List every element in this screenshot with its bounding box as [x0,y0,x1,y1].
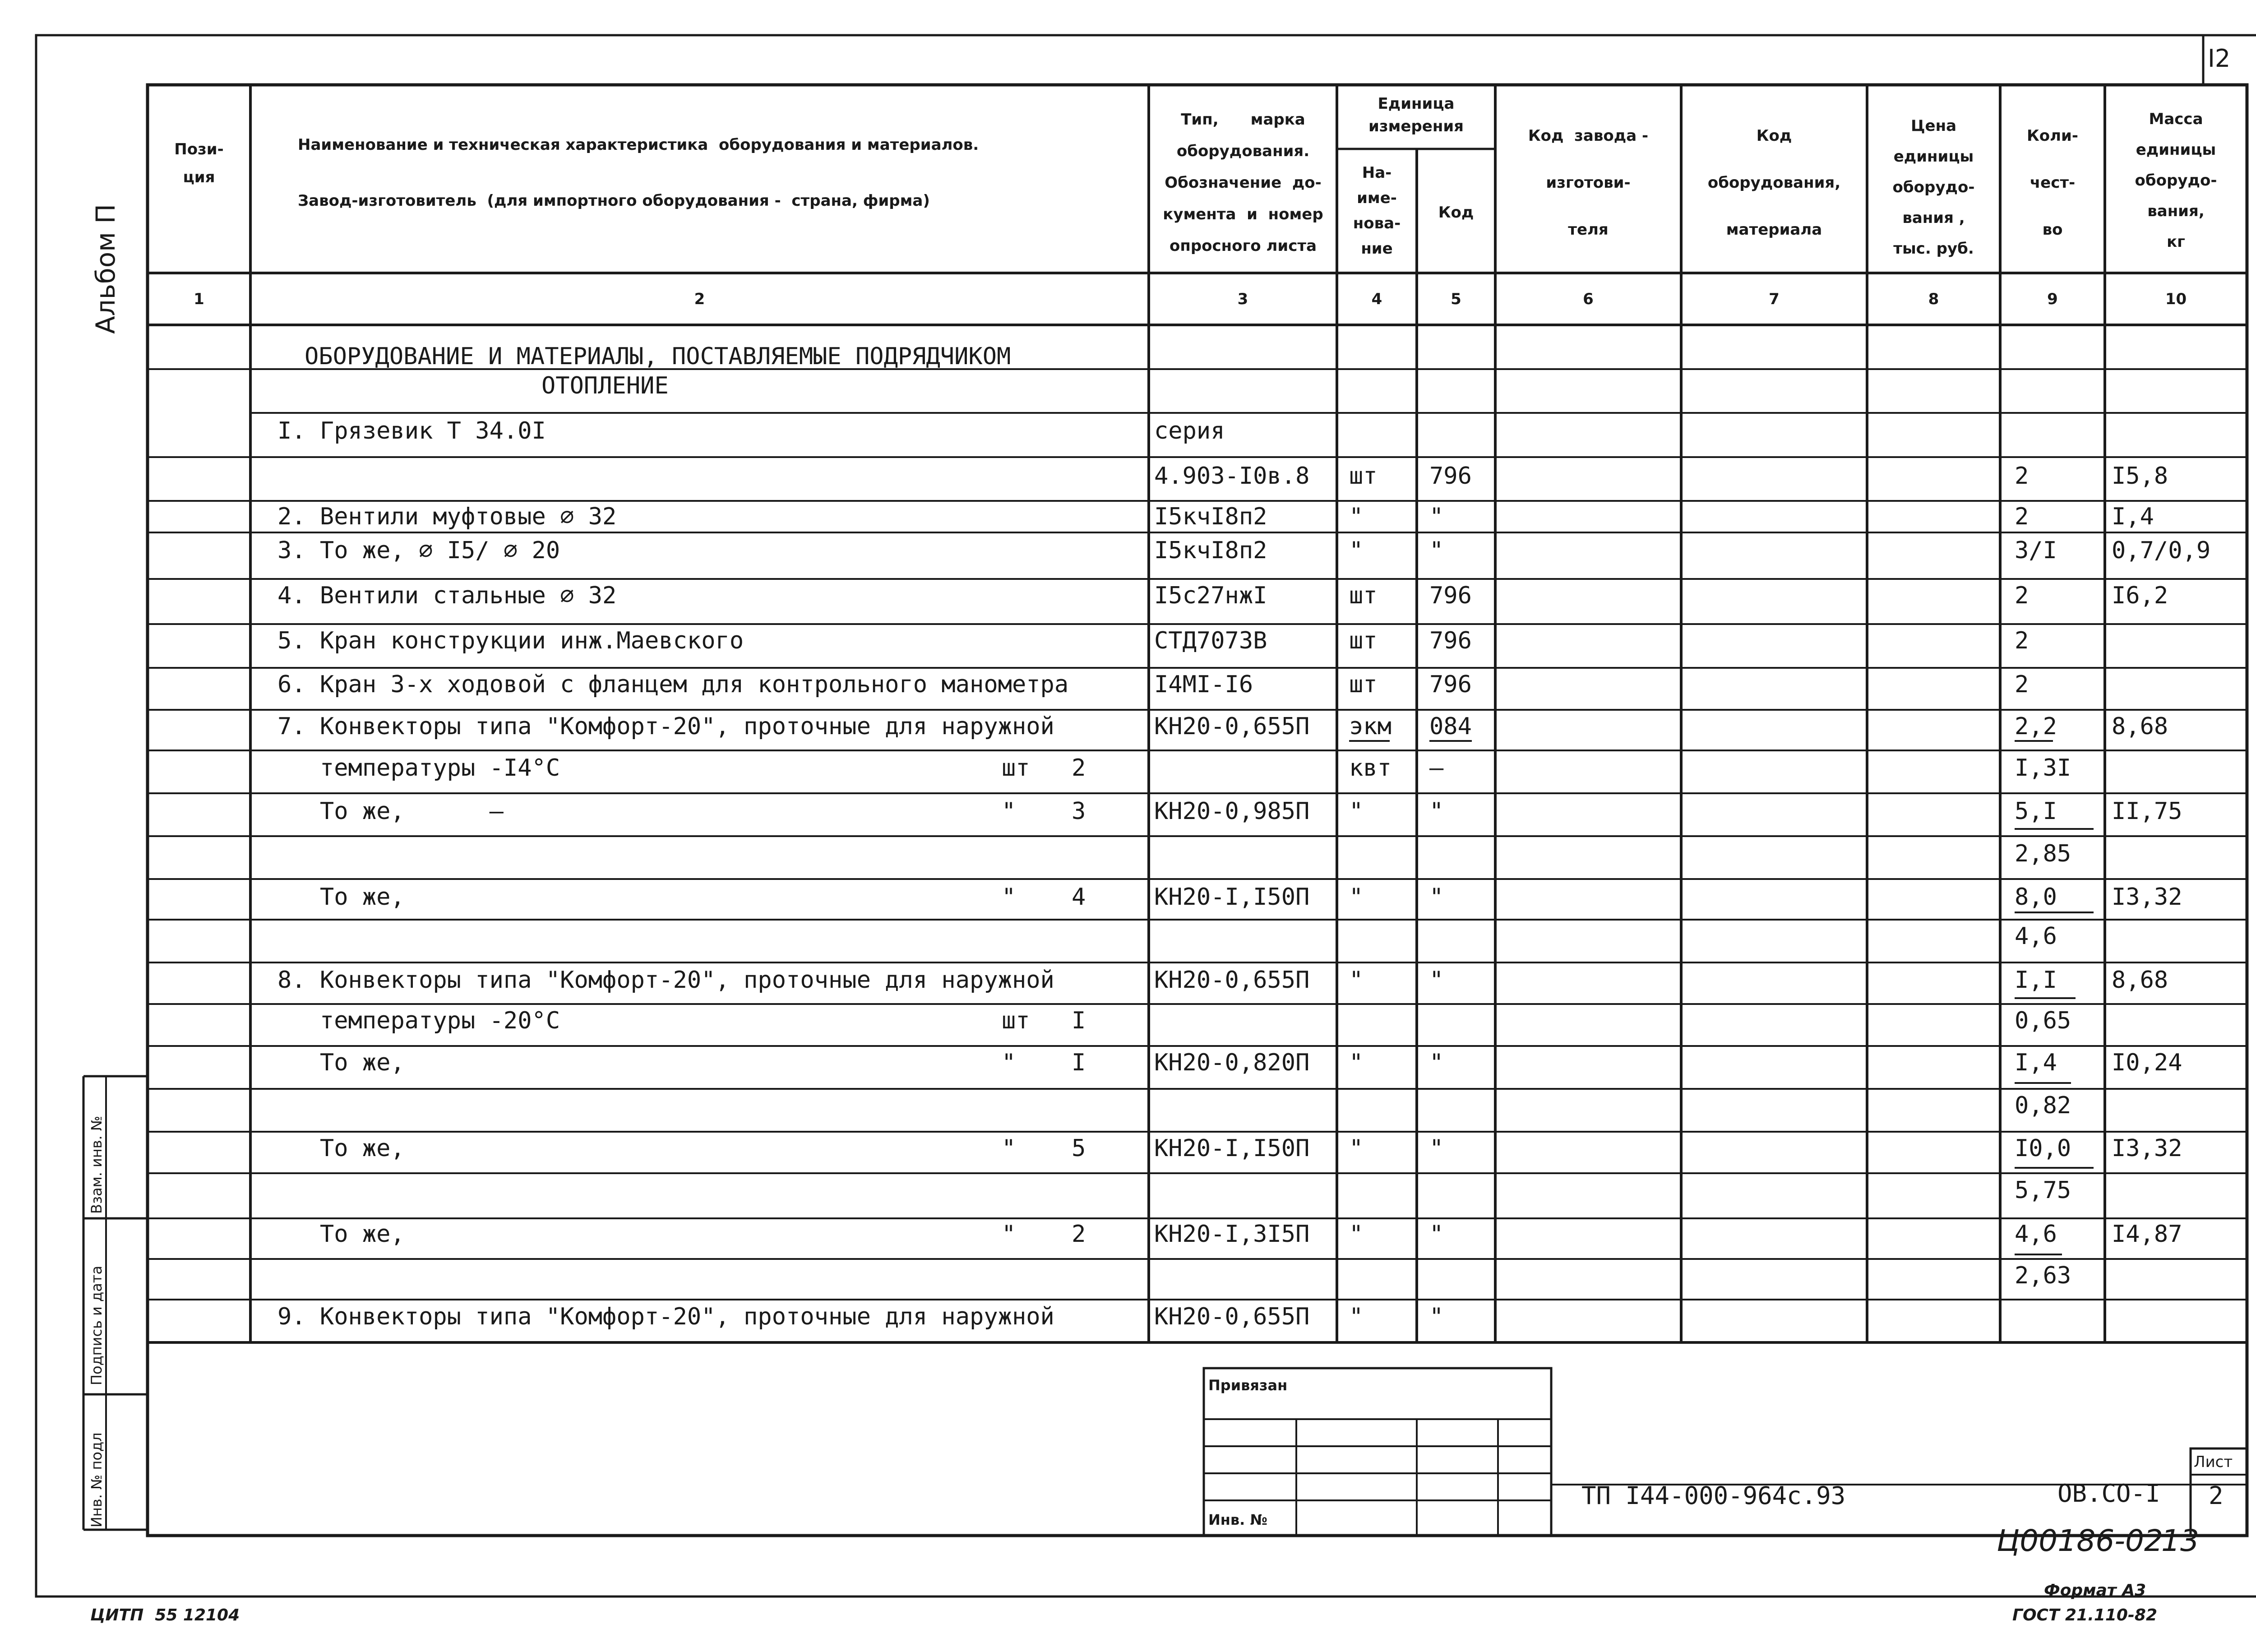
row-10-name: 7. Конвекторы типа "Комфорт-20", проточные для наружной [277,713,1054,740]
row-14-mass: I3,32 [2112,884,2182,911]
gost-label: ГОСТ 21.110-82 [2012,1606,2158,1624]
row-24-name: 9. Конвекторы типа "Комфорт-20", проточные для наружной [277,1303,1054,1330]
document-mark: ОВ.СО-I [2057,1479,2160,1508]
row-14-code: " [1429,884,1444,911]
row-17-name: температуры -20°С [277,1007,560,1034]
row-18-name: То же, [277,1049,405,1076]
sheet-label: Лист [2194,1453,2233,1471]
row-18-qty: I,4 [2015,1049,2057,1076]
row-11-unit: квт [1349,754,1392,782]
row-22-mass: I4,87 [2112,1221,2182,1248]
row-20-mass: I3,32 [2112,1135,2182,1162]
sign-date-label: Подпись и дата [88,1265,105,1385]
row-8-code: 796 [1429,627,1472,654]
row-6-code: " [1429,537,1444,564]
row-20-mark: КН20-I,I50П [1154,1135,1310,1162]
column-header-9: Коли- чест- во [2027,127,2078,239]
row-6-mark: I5кчI8п2 [1154,537,1267,564]
column-number-4: 4 [1371,290,1382,308]
row-14-sub-unit: " [1002,884,1016,911]
row-16-qty: I,I [2015,967,2057,994]
row-5-mark: I5кчI8п2 [1154,503,1267,530]
unit-group-header: Единица измерения [1368,95,1464,135]
row-22-unit: " [1349,1221,1364,1248]
column-header-7: Код оборудования, материала [1707,127,1841,239]
row-24-code: " [1429,1303,1444,1330]
row-22-code: " [1429,1221,1444,1248]
row-11-sub-unit: шт [1002,754,1030,782]
column-number-7: 7 [1769,290,1780,308]
row-23-qty: 2,63 [2015,1262,2071,1289]
row-5-name: 2. Вентили муфтовые ∅ 32 [277,503,617,530]
row-12-name: То же, – [277,798,504,825]
row-11-code: – [1429,754,1444,782]
row-20-code: " [1429,1135,1444,1162]
row-9-qty: 2 [2015,671,2029,698]
row-18-unit: " [1349,1049,1364,1076]
row-12-unit: " [1349,798,1364,825]
column-number-9: 9 [2047,290,2058,308]
column-header-5: Код [1438,204,1474,222]
inv-number-label: Инв. № [1208,1511,1267,1528]
column-header-10: Масса единицы оборудо- вания, кг [2135,110,2217,251]
row-10-mass: 8,68 [2112,713,2168,740]
row-16-name: 8. Конвекторы типа "Комфорт-20", проточные для наружной [277,967,1054,994]
row-13-qty: 2,85 [2015,840,2071,867]
row-14-sub-qty: 4 [1072,884,1086,911]
row-17-sub-unit: шт [1002,1007,1030,1034]
row-11-qty: I,3I [2015,754,2071,782]
row-3-name: I. Грязевик Т 34.0I [277,417,546,444]
row-20-unit: " [1349,1135,1364,1162]
row-18-sub-unit: " [1002,1049,1016,1076]
column-header-2: Наименование и техническая характеристика оборудования и материалов. Завод-изготовитель (для импортного оборудования - страна, фирма) [298,136,979,210]
row-4-code: 796 [1429,463,1472,490]
column-header-4: На- име- нова- ние [1353,164,1401,258]
row-6-qty: 3/I [2015,537,2057,564]
sheet-value: 2 [2209,1481,2224,1510]
column-number-6: 6 [1583,290,1594,308]
row-4-unit: шт [1349,463,1378,490]
archive-number: Ц00186-02 [1997,1523,2163,1558]
row-18-sub-qty: I [1072,1049,1086,1076]
linked-label: Привязан [1208,1377,1288,1394]
row-7-name: 4. Вентили стальные ∅ 32 [277,582,617,609]
row-7-qty: 2 [2015,582,2029,609]
row-22-qty: 4,6 [2015,1221,2057,1248]
row-20-sub-qty: 5 [1072,1135,1086,1162]
row-21-qty: 5,75 [2015,1177,2071,1204]
row-15-qty: 4,6 [2015,923,2057,950]
row-14-qty: 8,0 [2015,884,2057,911]
row-12-mark: КН20-0,985П [1154,798,1310,825]
row-6-unit: " [1349,537,1364,564]
row-9-unit: шт [1349,671,1378,698]
row-11-name: температуры -I4°С [277,754,560,782]
row-16-mark: КН20-0,655П [1154,967,1310,994]
row-5-mass: I,4 [2112,503,2154,530]
column-number-3: 3 [1237,290,1248,308]
publisher-label: ЦИТП 55 12104 [90,1606,240,1624]
row-17-qty: 0,65 [2015,1007,2071,1034]
row-18-code: " [1429,1049,1444,1076]
column-header-6: Код завода - изготови- теля [1528,127,1649,239]
row-12-code: " [1429,798,1444,825]
inv-no-original-label: Инв. № подл [88,1432,105,1527]
row-5-qty: 2 [2015,503,2029,530]
column-number-5: 5 [1451,290,1461,308]
row-14-mark: КН20-I,I50П [1154,884,1310,911]
row-5-code: " [1429,503,1444,530]
row-22-name: То же, [277,1221,405,1248]
row-10-qty: 2,2 [2015,713,2057,740]
row-3-mark: серия [1154,417,1225,444]
row-9-code: 796 [1429,671,1472,698]
row-2-name: ОТОПЛЕНИЕ [541,372,669,399]
column-header-1: Пози- ция [174,140,224,186]
row-20-name: То же, [277,1135,405,1162]
row-16-code: " [1429,967,1444,994]
row-7-mark: I5с27нжI [1154,582,1267,609]
replace-inv-label: Взам. инв. № [88,1115,105,1214]
row-22-sub-qty: 2 [1072,1221,1086,1248]
row-10-code: 084 [1429,713,1472,740]
row-12-sub-qty: 3 [1072,798,1086,825]
row-14-unit: " [1349,884,1364,911]
row-24-unit: " [1349,1303,1364,1330]
row-7-mass: I6,2 [2112,582,2168,609]
row-20-qty: I0,0 [2015,1135,2071,1162]
row-9-mark: I4МI-I6 [1154,671,1253,698]
row-11-sub-qty: 2 [1072,754,1086,782]
row-12-qty: 5,I [2015,798,2057,825]
row-10-unit: экм [1349,713,1392,740]
row-20-sub-unit: " [1002,1135,1016,1162]
row-4-mass: I5,8 [2112,463,2168,490]
row-1-name: ОБОРУДОВАНИЕ И МАТЕРИАЛЫ, ПОСТАВЛЯЕМЫЕ ПОДРЯДЧИКОМ [305,343,1011,370]
row-18-mass: I0,24 [2112,1049,2182,1076]
album-label: Альбом П [90,204,121,334]
row-7-code: 796 [1429,582,1472,609]
row-16-unit: " [1349,967,1364,994]
row-7-unit: шт [1349,582,1378,609]
format-label: Формат А3 [2044,1581,2146,1600]
column-number-10: 10 [2165,290,2187,308]
column-header-8: Цена единицы оборудо- вания , тыс. руб. [1892,117,1975,258]
row-18-mark: КН20-0,820П [1154,1049,1310,1076]
sheet-number: I2 [2208,44,2231,73]
archive-page: 13 [2161,1523,2199,1558]
row-14-name: То же, [277,884,405,911]
row-8-mark: СТД7073В [1154,627,1267,654]
row-22-mark: КН20-I,3I5П [1154,1221,1310,1248]
row-6-mass: 0,7/0,9 [2112,537,2211,564]
row-9-name: 6. Кран 3-х ходовой с фланцем для контрольного манометра [277,671,1069,698]
column-number-8: 8 [1928,290,1939,308]
column-number-2: 2 [694,290,705,308]
row-5-unit: " [1349,503,1364,530]
row-8-name: 5. Кран конструкции инж.Маевского [277,627,744,654]
row-4-qty: 2 [2015,463,2029,490]
row-17-sub-qty: I [1072,1007,1086,1034]
document-code: ТП I44-000-964с.93 [1581,1481,1846,1510]
row-4-mark: 4.903-I0в.8 [1154,463,1310,490]
column-header-3: Тип, марка оборудования. Обозначение до- кумента и номер опросного листа [1163,111,1323,255]
row-19-qty: 0,82 [2015,1092,2071,1119]
row-8-unit: шт [1349,627,1378,654]
row-12-sub-unit: " [1002,798,1016,825]
row-10-mark: КН20-0,655П [1154,713,1310,740]
row-12-mass: II,75 [2112,798,2182,825]
column-number-1: 1 [194,290,204,308]
row-22-sub-unit: " [1002,1221,1016,1248]
row-16-mass: 8,68 [2112,967,2168,994]
row-6-name: 3. То же, ∅ I5/ ∅ 20 [277,537,560,564]
row-24-mark: КН20-0,655П [1154,1303,1310,1330]
row-8-qty: 2 [2015,627,2029,654]
